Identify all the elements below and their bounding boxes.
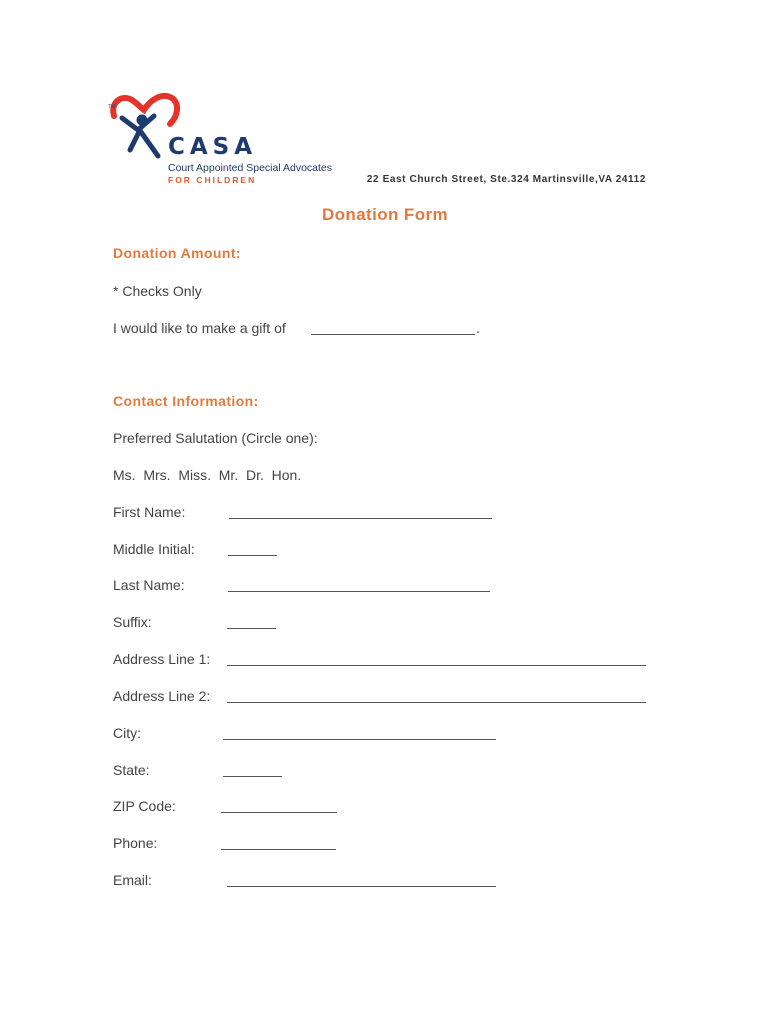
page-title: Donation Form <box>321 205 449 224</box>
middle-initial-field[interactable] <box>228 555 277 556</box>
logo-subtitle: Court Appointed Special Advocates <box>168 162 333 174</box>
last-name-field[interactable] <box>228 591 490 592</box>
middle-initial-label: Middle Initial: <box>113 541 195 557</box>
city-label: City: <box>113 725 141 741</box>
casa-logo <box>108 90 333 190</box>
email-field[interactable] <box>227 886 496 887</box>
zip-code-label: ZIP Code: <box>113 798 176 814</box>
zip-code-field[interactable] <box>221 812 337 813</box>
logo-name: CASA <box>168 134 258 160</box>
logo-trademark: TM <box>108 104 116 110</box>
address-line-1-label: Address Line 1: <box>113 651 211 667</box>
address-line-2-label: Address Line 2: <box>113 688 211 704</box>
suffix-label: Suffix: <box>113 614 152 630</box>
state-field[interactable] <box>223 776 282 777</box>
suffix-field[interactable] <box>227 628 276 629</box>
email-label: Email: <box>113 872 152 888</box>
contact-information-heading: Contact Information: <box>113 393 259 409</box>
gift-amount-field[interactable] <box>311 334 475 335</box>
phone-label: Phone: <box>113 835 158 851</box>
gift-suffix: . <box>476 320 480 336</box>
organization-address: 22 East Church Street, Ste.324 Martinsville,VA 24112 <box>366 174 646 185</box>
address-line-1-field[interactable] <box>227 665 646 666</box>
gift-prefix-label: I would like to make a gift of <box>113 320 286 336</box>
city-field[interactable] <box>223 739 496 740</box>
address-line-2-field[interactable] <box>227 702 646 703</box>
salutation-options[interactable]: Ms. Mrs. Miss. Mr. Dr. Hon. <box>113 467 302 483</box>
logo-tagline: FOR CHILDREN <box>168 175 257 185</box>
donation-amount-heading: Donation Amount: <box>113 245 241 261</box>
phone-field[interactable] <box>221 849 336 850</box>
state-label: State: <box>113 762 150 778</box>
first-name-label: First Name: <box>113 504 186 520</box>
last-name-label: Last Name: <box>113 577 185 593</box>
checks-only-note: * Checks Only <box>113 283 202 299</box>
first-name-field[interactable] <box>229 518 492 519</box>
salutation-label: Preferred Salutation (Circle one): <box>113 430 318 446</box>
